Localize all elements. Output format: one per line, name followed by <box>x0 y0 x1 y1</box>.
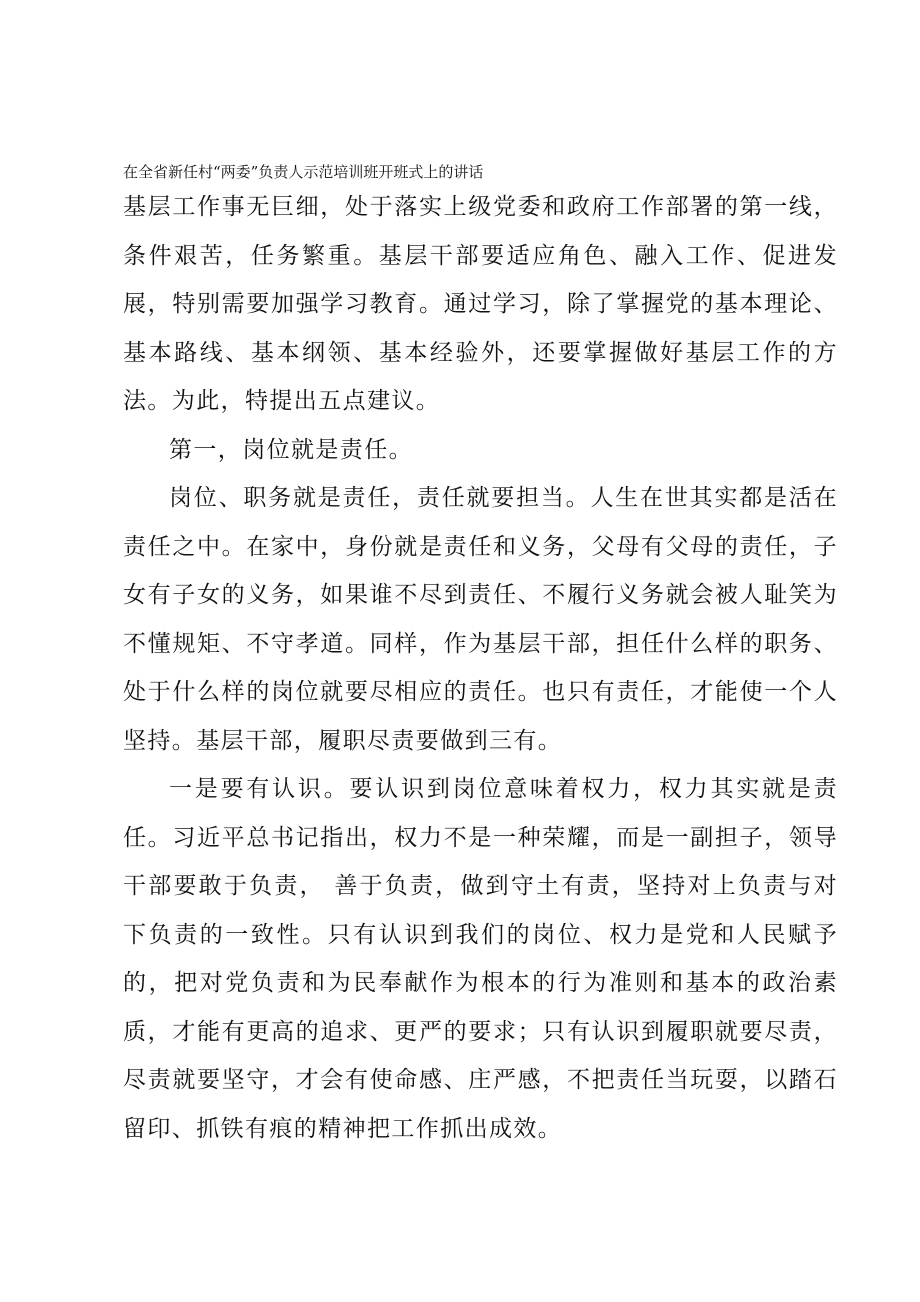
paragraph-awareness: 一是要有认识。要认识到岗位意味着权力，权力其实就是责任。习近平总书记指出，权力不是一种荣耀，而是一副担子，领导干部要敢于负责， 善于负责，做到守土有责，坚持对上负责与对下负责的一致性。只有认识到我们的岗位、权力是党和人民赋予的，把对党负责和为民奉献作为根本的行为准则和基本的政治素质，才能有更高的追求、更严的要求；只有认识到履职就要尽责，尽责就要坚守，才会有使命感、庄严感，不把责任当玩耍，以踏石留印、抓铁有痕的精神把工作抓出成效。 <box>123 776 838 1142</box>
paragraph-intro-continuation: 基层工作事无巨细，处于落实上级党委和政府工作部署的第一线，条件艰苦，任务繁重。基层干部要适应角色、融入工作、促进发展，特别需要加强学习教育。通过学习，除了掌握党的基本理论、基本路线、基本纲领、基本经验外，还要掌握做好基层工作的方法。为此，特提出五点建议。 <box>123 194 838 414</box>
section-heading-first: 第一，岗位就是责任。 <box>169 436 413 463</box>
paragraph-responsibility: 岗位、职务就是责任，责任就要担当。人生在世其实都是活在责任之中。在家中，身份就是责任和义务，父母有父母的责任，子女有子女的义务，如果谁不尽到责任、不履行义务就会被人耻笑为不懂规矩、不守孝道。同样，作为基层干部，担任什么样的职务、处于什么样的岗位就要尽相应的责任。也只有责任，才能使一个人坚持。基层干部，履职尽责要做到三有。 <box>123 485 838 754</box>
running-header: 在全省新任村“两委”负责人示范培训班开班式上的讲话 <box>123 163 484 181</box>
document-body <box>123 183 838 1153</box>
